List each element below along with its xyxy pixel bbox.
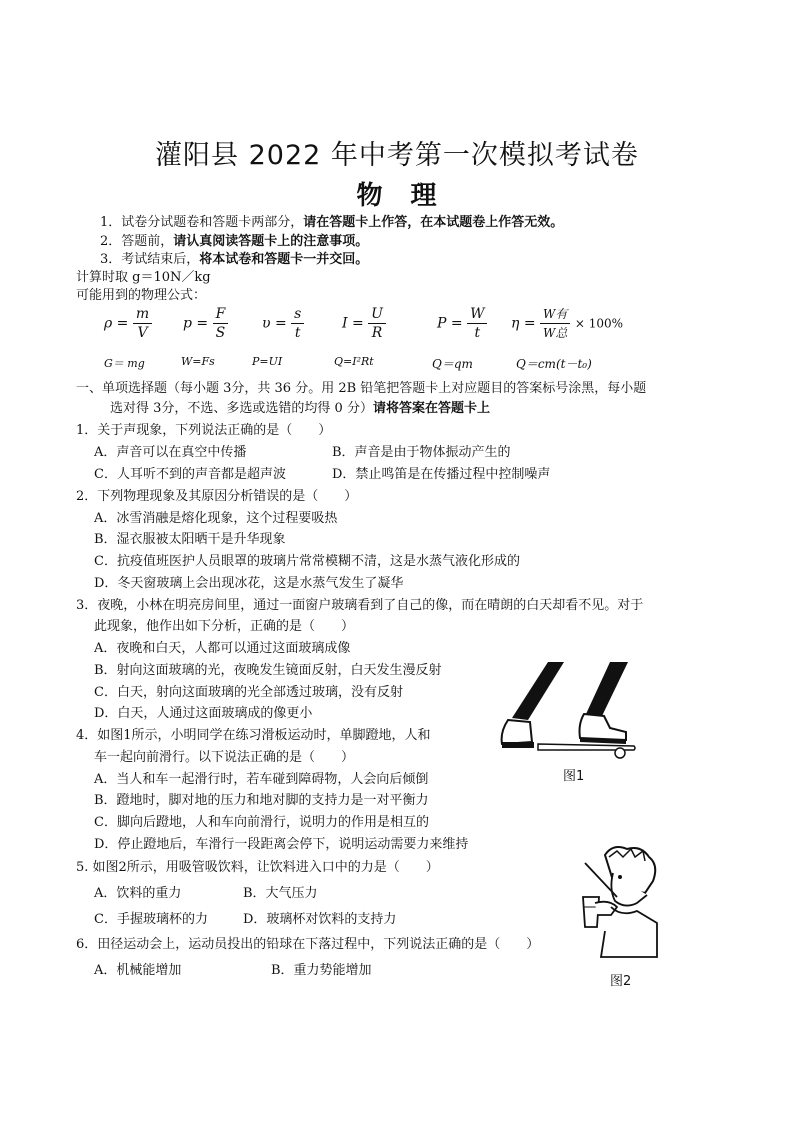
q2-option-c: C．抗疫值班医护人员眼罩的玻璃片常常模糊不清，这是水蒸气液化形成的	[94, 554, 520, 569]
drinking-straw-figure	[565, 843, 665, 968]
q5-option-d: D．玻璃杯对饮料的支持力	[243, 912, 397, 927]
q6-option-a: A．机械能增加	[94, 963, 182, 978]
q2-option-a: A．冰雪消融是熔化现象，这个过程要吸热	[94, 511, 338, 526]
formula-fuel-heat: Q＝qm	[432, 357, 473, 371]
q1-option-b: B．声音是由于物体振动产生的	[332, 445, 511, 460]
formula-current: I = $\frac{U}{R}$	[342, 305, 386, 342]
formula-joule-heat: Q=I²Rt	[334, 355, 374, 368]
formula-efficiency: η = $\frac{\text{W有}}{\text{W总}}$ × 100%	[511, 307, 624, 340]
formula-density: ρ = $\frac{m}{V}$	[104, 305, 152, 342]
formula-specific-heat: Q＝cm(t－t₀)	[516, 357, 592, 371]
q1-option-c: C．人耳听不到的声音都是超声波	[94, 467, 286, 482]
figure-2-label: 图2	[610, 974, 632, 989]
formula-power: P = $\frac{W}{t}$	[437, 305, 487, 342]
q4-stem: 4．如图1所示，小明同学在练习滑板运动时，单脚蹬地，人和	[76, 728, 431, 743]
q3-option-d: D．白天，人通过这面玻璃成的像更小	[94, 706, 313, 721]
q4-option-d: D．停止蹬地后，车滑行一段距离会停下，说明运动需要力来维持	[94, 837, 469, 852]
q5-option-c: C．手握玻璃杯的力	[94, 912, 208, 927]
figure-1-label: 图1	[563, 769, 585, 784]
skateboard-figure	[498, 662, 638, 762]
q6-option-b: B．重力势能增加	[271, 963, 372, 978]
q6-stem: 6．田径运动会上，运动员投出的铅球在下落过程中，下列说法正确的是（ ）	[76, 937, 540, 952]
note-3: 3．考试结束后，将本试卷和答题卡一并交回。	[100, 252, 369, 267]
q4-option-b: B．蹬地时，脚对地的压力和地对脚的支持力是一对平衡力	[94, 793, 429, 808]
note-1: 1．试卷分试题卷和答题卡两部分，请在答题卡上作答，在本试题卷上作答无效。	[100, 215, 564, 230]
q4-option-c: C．脚向后蹬地，人和车向前滑行，说明力的作用是相互的	[94, 815, 429, 830]
note-2: 2．答题前，请认真阅读答题卡上的注意事项。	[100, 234, 369, 249]
q1-option-d: D．禁止鸣笛是在传播过程中控制噪声	[332, 467, 551, 482]
exam-title: 灌阳县 2022 年中考第一次模拟考试卷	[155, 140, 639, 171]
formula-electric-power: P=UI	[252, 355, 283, 368]
formula-gravity: G＝ mg	[104, 357, 145, 370]
q2-option-b: B．湿衣服被太阳晒干是升华现象	[94, 532, 286, 547]
q2-option-d: D．冬天窗玻璃上会出现冰花，这是水蒸气发生了凝华	[94, 576, 404, 591]
subject-heading: 物 理	[356, 181, 438, 211]
q1-option-a: A．声音可以在真空中传播	[94, 445, 247, 460]
q4-option-a: A．当人和车一起滑行时，若车碰到障碍物，人会向后倾倒	[94, 772, 429, 787]
g-note: 计算时取 g＝10N／kg	[76, 270, 211, 285]
q3-stem: 3．夜晚，小林在明亮房间里，通过一面窗户玻璃看到了自己的像，而在晴朗的白天却看不见。对于	[76, 598, 644, 613]
section-1-heading: 一、单项选择题（每小题 3分，共 36 分。用 2B 铅笔把答题卡上对应题目的答案标号涂黑，每小题	[76, 381, 647, 396]
q3-stem-cont: 此现象，他作出如下分析，正确的是（ ）	[94, 619, 355, 634]
formula-work: W=Fs	[181, 355, 215, 368]
q5-option-b: B．大气压力	[243, 886, 318, 901]
q5-stem: 5. 如图2所示，用吸管吸饮料，让饮料进入口中的力是（ ）	[76, 860, 439, 875]
formula-velocity: υ = $\frac{s}{t}$	[262, 305, 304, 342]
q2-stem: 2．下列物理现象及其原因分析错误的是（ ）	[76, 489, 358, 504]
q5-option-a: A．饮料的重力	[94, 886, 182, 901]
q4-stem-cont: 车一起向前滑行。以下说法正确的是（ ）	[94, 750, 355, 765]
formula-intro: 可能用到的物理公式：	[76, 288, 207, 303]
q3-option-a: A．夜晚和白天，人都可以通过这面玻璃成像	[94, 641, 351, 656]
q3-option-c: C．白天，射向这面玻璃的光全部透过玻璃，没有反射	[94, 685, 403, 700]
formula-pressure: p = $\frac{F}{S}$	[183, 305, 228, 342]
q3-option-b: B．射向这面玻璃的光，夜晚发生镜面反射，白天发生漫反射	[94, 663, 442, 678]
q1-stem: 1．关于声现象，下列说法正确的是（ ）	[76, 423, 332, 438]
section-1-heading-cont: 选对得 3分，不选、多选或选错的均得 0 分）请将答案在答题卡上	[110, 401, 490, 416]
